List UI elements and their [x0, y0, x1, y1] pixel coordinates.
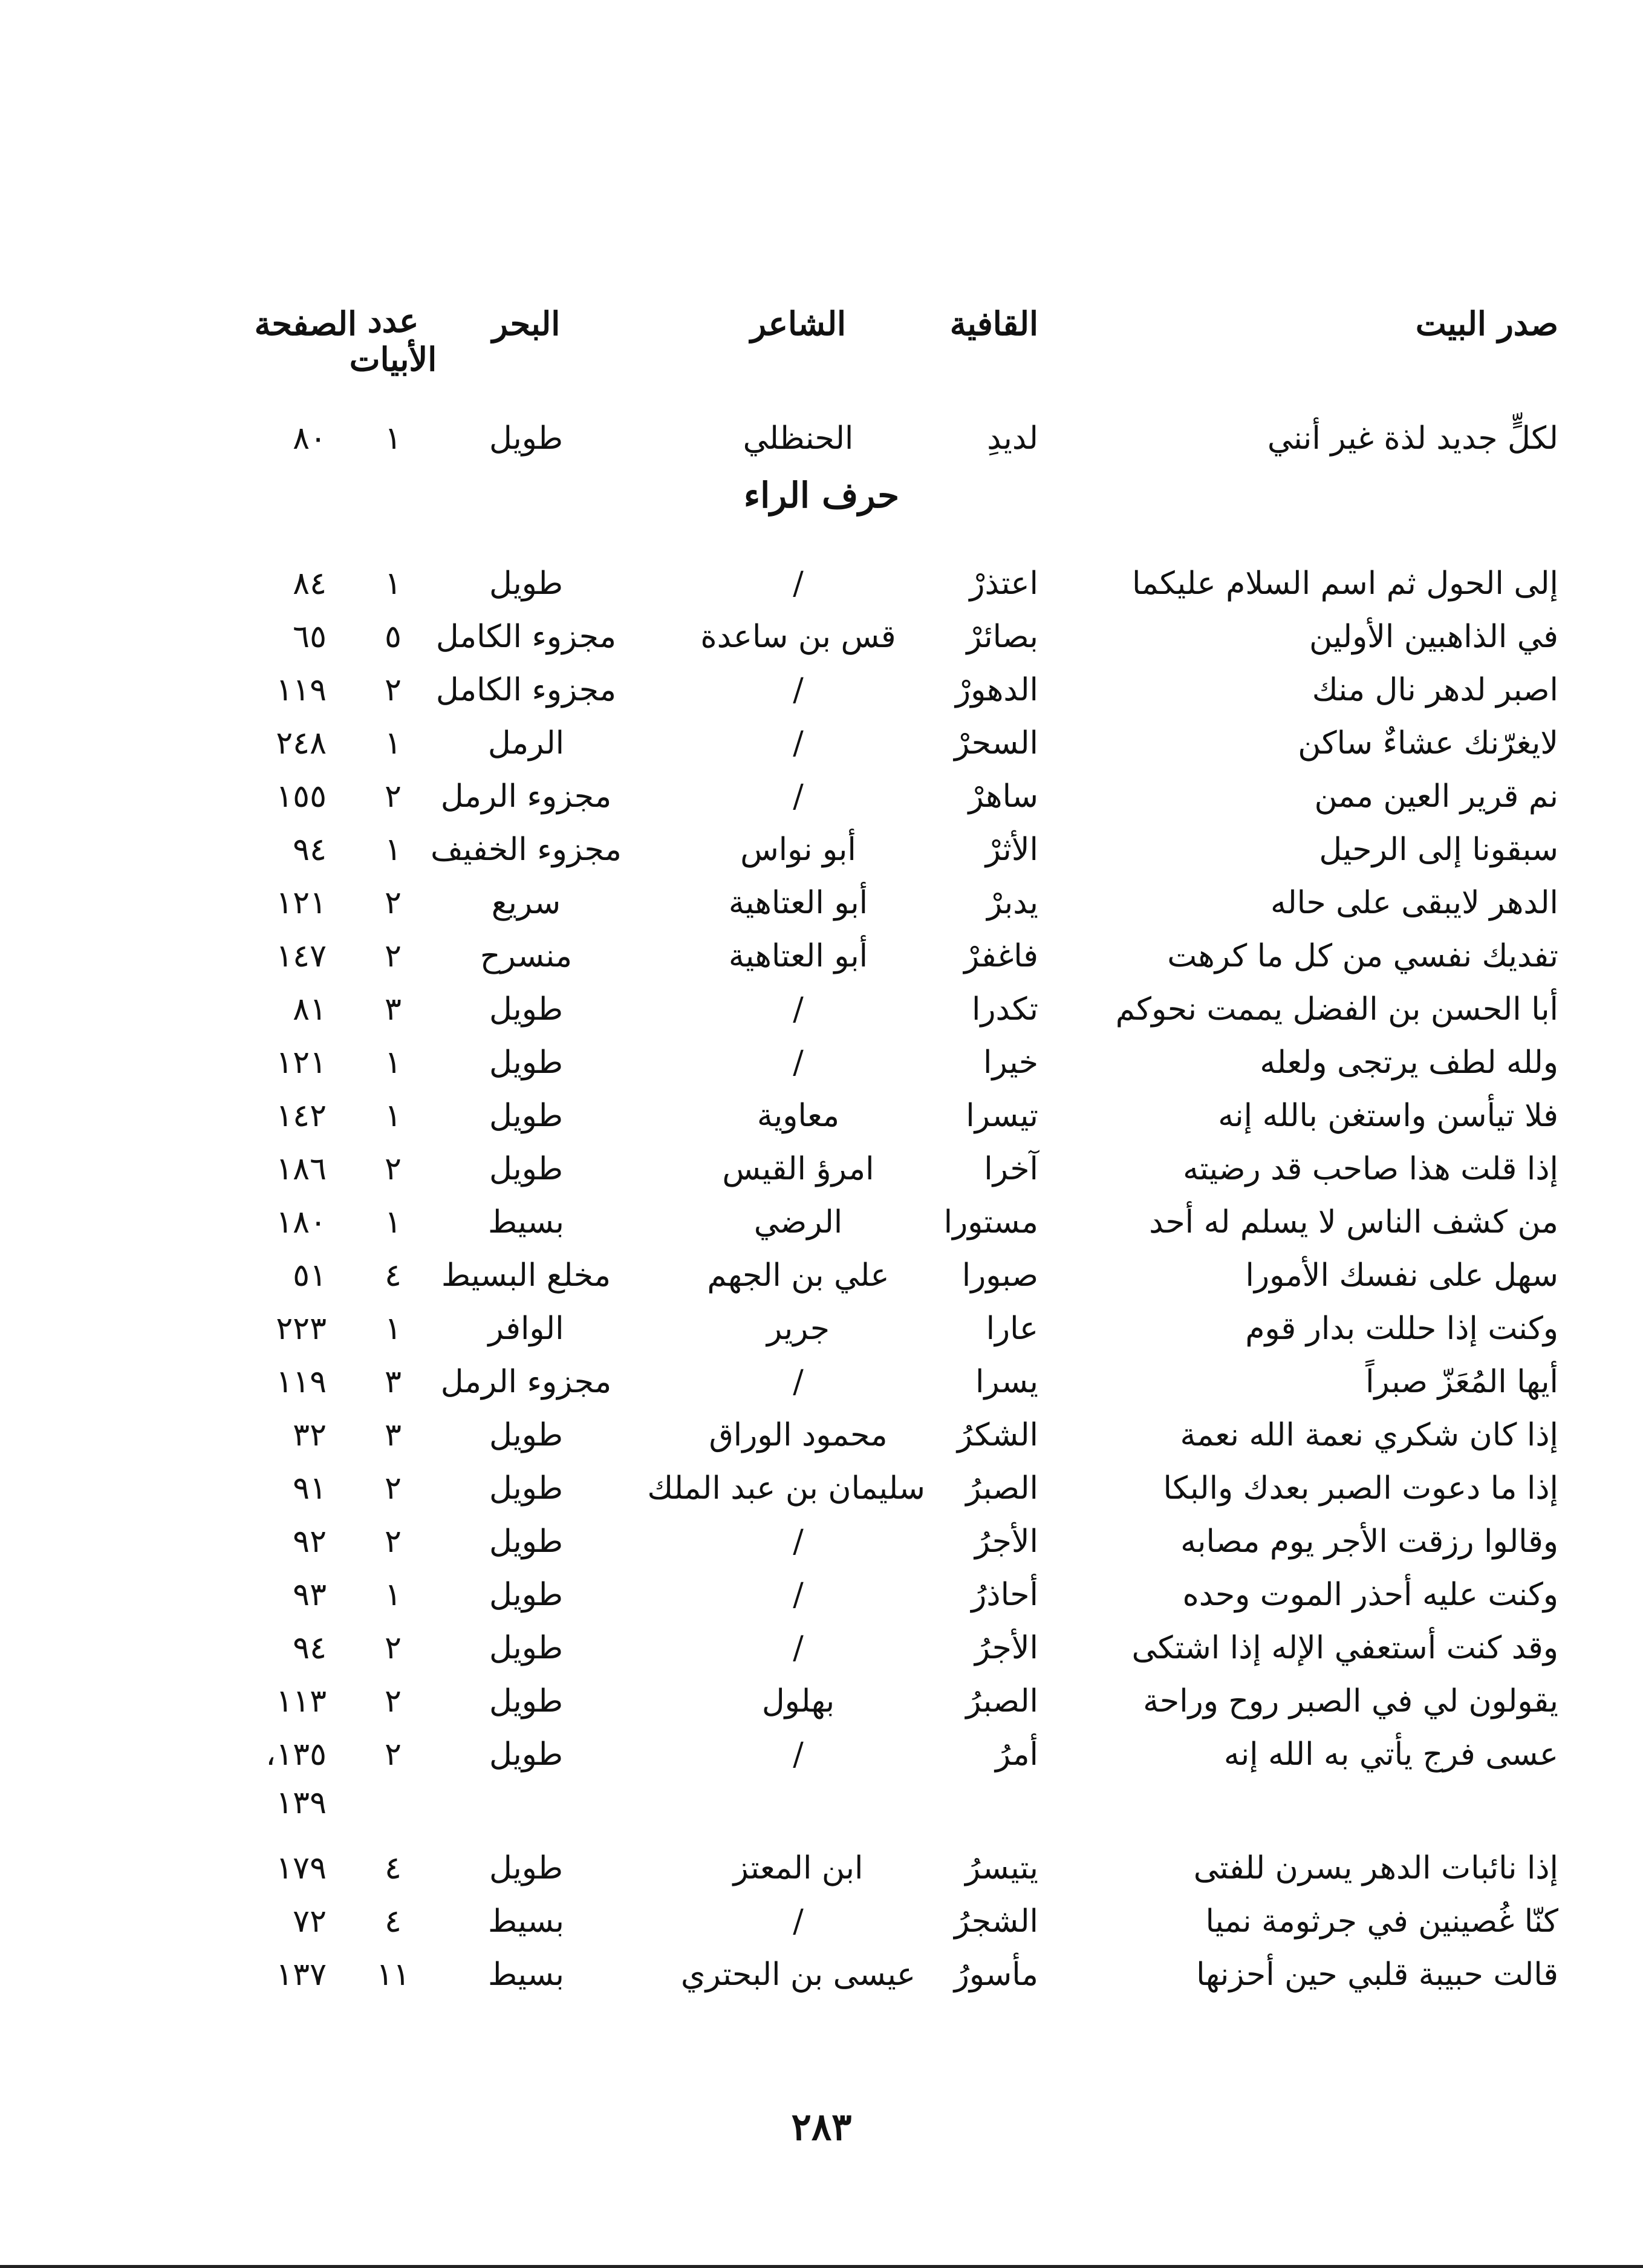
verse-opening: لكلٍّ جديد لذة غير أنني	[1267, 420, 1558, 457]
meter: طويل	[489, 1523, 564, 1560]
page-ref: ١٣٥،	[265, 1736, 327, 1773]
page-ref: ١٤٧	[276, 938, 327, 974]
rhyme: بصائرْ	[966, 619, 1038, 655]
table-row	[0, 1195, 1643, 1250]
verse-count: ١	[385, 1311, 402, 1347]
table-row	[0, 716, 1643, 771]
poet: /	[793, 1364, 804, 1400]
rhyme: أمرُ	[995, 1736, 1038, 1773]
meter: مجزوء الخفيف	[431, 832, 622, 868]
page-ref: ٨٤	[293, 565, 327, 602]
header-meter: البحر	[492, 304, 561, 343]
poet: معاوية	[756, 1098, 840, 1134]
header-page: الصفحة	[254, 304, 357, 343]
table-row	[0, 1355, 1643, 1409]
verse-opening: وكنت عليه أحذر الموت وحده	[1182, 1577, 1558, 1613]
rhyme: فاغفرْ	[964, 938, 1038, 974]
header-poet: الشاعر	[750, 304, 847, 343]
rhyme: مأسورُ	[954, 1957, 1038, 1993]
page-ref: ٢٢٣	[276, 1311, 327, 1347]
verse-count: ٤	[385, 1850, 402, 1886]
table-row	[0, 411, 1643, 466]
verse-count: ١	[385, 565, 402, 602]
page-ref: ٩٤	[293, 832, 327, 868]
header-count: عدد الأبيات	[349, 301, 437, 379]
meter: بسيط	[488, 1903, 564, 1940]
meter: طويل	[489, 1417, 564, 1453]
verse-opening: من كشف الناس لا يسلم له أحد	[1149, 1204, 1558, 1240]
meter: مجزوء الكامل	[435, 672, 617, 708]
table-row	[0, 1674, 1643, 1729]
verse-count: ١	[385, 1577, 402, 1613]
page-ref: ٨٠	[293, 420, 327, 457]
verse-opening: فلا تيأسن واستغن بالله إنه	[1218, 1098, 1558, 1134]
page-ref: ٨١	[293, 991, 327, 1028]
verse-count: ٢	[385, 1523, 402, 1560]
page-ref: ١١٣	[276, 1683, 327, 1719]
table-row	[0, 610, 1643, 664]
poet: أبو نواس	[740, 832, 856, 868]
rhyme: الشجرُ	[954, 1903, 1038, 1940]
page-ref: ٩٣	[293, 1577, 327, 1613]
table-row	[0, 876, 1643, 930]
verse-count: ٣	[385, 1417, 402, 1453]
rhyme: صبورا	[961, 1257, 1038, 1294]
meter: بسيط	[488, 1957, 564, 1993]
verse-opening: يقولون لي في الصبر روح وراحة	[1143, 1683, 1558, 1719]
poet: /	[793, 1630, 804, 1666]
rhyme: يسرا	[975, 1364, 1038, 1400]
poet: /	[793, 1523, 804, 1560]
verse-count: ٢	[385, 778, 402, 815]
verse-opening: كنّا غُصينين في جرثومة نميا	[1205, 1903, 1558, 1940]
verse-opening: في الذاهبين الأولين	[1309, 619, 1558, 655]
verse-opening: لايغرّنك عشاءٌ ساكن	[1298, 725, 1558, 761]
verse-count: ١١	[376, 1957, 410, 1993]
page-ref: ٢٤٨	[276, 725, 327, 761]
verse-opening: إذا ما دعوت الصبر بعدك والبكا	[1163, 1470, 1558, 1507]
poet: أبو العتاهية	[728, 885, 868, 921]
table-row	[0, 1841, 1643, 1895]
verse-opening: اصبر لدهر نال منك	[1312, 672, 1558, 708]
poet: /	[793, 1577, 804, 1613]
rhyme: اعتذرْ	[969, 565, 1038, 602]
verse-count: ٥	[385, 619, 402, 655]
meter: مخلع البسيط	[441, 1257, 611, 1294]
page-ref: ١١٩	[276, 672, 327, 708]
meter: طويل	[489, 1850, 564, 1886]
meter: الرمل	[487, 725, 565, 761]
rhyme: لديدِ	[987, 420, 1038, 457]
rhyme: مستورا	[943, 1204, 1038, 1240]
table-row	[0, 1461, 1643, 1516]
table-row	[0, 769, 1643, 824]
verse-count: ٢	[385, 1683, 402, 1719]
page-ref: ١٣٧	[276, 1957, 327, 1993]
rhyme: خيرا	[983, 1044, 1038, 1081]
poet: /	[793, 991, 804, 1028]
section-title: حرف الراء	[743, 475, 900, 516]
verse-count: ١	[385, 420, 402, 457]
verse-opening: إذا قلت هذا صاحب قد رضيته	[1183, 1151, 1558, 1187]
rhyme: يدبرْ	[987, 885, 1038, 921]
meter: طويل	[489, 991, 564, 1028]
verse-opening: عسى فرج يأتي به الله إنه	[1223, 1736, 1558, 1773]
table-row	[0, 1302, 1643, 1356]
verse-count: ٢	[385, 1151, 402, 1187]
verse-count: ٢	[385, 1470, 402, 1507]
meter: بسيط	[488, 1204, 564, 1240]
verse-opening: إذا كان شكري نعمة الله نعمة	[1180, 1417, 1558, 1453]
meter: سريع	[491, 885, 561, 921]
rhyme: تكدرا	[971, 991, 1038, 1028]
table-row	[0, 1727, 1643, 1821]
verse-count: ١	[385, 1044, 402, 1081]
rhyme: الصبرُ	[966, 1470, 1038, 1507]
verse-opening: قالت حبيبة قلبي حين أحزنها	[1196, 1957, 1558, 1993]
page-ref: ١٨٠	[276, 1204, 327, 1240]
table-row	[0, 982, 1643, 1037]
page-ref: ١٧٩	[276, 1850, 327, 1886]
verse-count: ١	[385, 832, 402, 868]
poet: قس بن ساعدة	[700, 619, 896, 655]
page-ref: ٩١	[293, 1470, 327, 1507]
rhyme: ساهرْ	[968, 778, 1038, 815]
meter: مجزوء الرمل	[440, 778, 612, 815]
header-rhyme: القافية	[949, 304, 1038, 343]
poet: /	[793, 1044, 804, 1081]
page-ref: ٥١	[293, 1257, 327, 1294]
verse-count: ٢	[385, 1630, 402, 1666]
poet: امرؤ القيس	[722, 1151, 874, 1187]
meter: طويل	[489, 420, 564, 457]
verse-opening: وقالوا رزقت الأجر يوم مصابه	[1180, 1523, 1558, 1560]
verse-opening: أيها المُعَزّ صبراً	[1365, 1364, 1558, 1400]
page-ref: ٣٢	[293, 1417, 327, 1453]
poet: /	[793, 672, 804, 708]
table-row	[0, 929, 1643, 983]
verse-opening: تفديك نفسي من كل ما كرهت	[1167, 938, 1558, 974]
verse-count: ١	[385, 1098, 402, 1134]
table-row	[0, 663, 1643, 717]
table-row	[0, 1947, 1643, 2002]
poet: /	[793, 565, 804, 602]
rhyme: السحرْ	[954, 725, 1038, 761]
page-ref: ٩٤	[293, 1630, 327, 1666]
poet: الرضي	[753, 1204, 843, 1240]
rhyme: أحاذرُ	[971, 1577, 1038, 1613]
meter: مجزوء الكامل	[435, 619, 617, 655]
table-row	[0, 1408, 1643, 1462]
poet: /	[793, 1736, 804, 1773]
meter: طويل	[489, 1683, 564, 1719]
table-row	[0, 1248, 1643, 1303]
meter: طويل	[489, 1044, 564, 1081]
verse-count: ٢	[385, 1736, 402, 1773]
table-row	[0, 556, 1643, 611]
table-row	[0, 1142, 1643, 1196]
rhyme: الصبرُ	[966, 1683, 1038, 1719]
verse-opening: إذا نائبات الدهر يسرن للفتى	[1193, 1850, 1558, 1886]
page-ref: ٦٥	[293, 619, 327, 655]
poet: أبو العتاهية	[728, 938, 868, 974]
bottom-rule	[0, 2265, 1643, 2268]
page-ref: ٧٢	[293, 1903, 327, 1940]
meter: طويل	[489, 1630, 564, 1666]
rhyme: تيسرا	[966, 1098, 1038, 1134]
poet: علي بن الجهم	[707, 1257, 890, 1294]
page-ref: ١٢١	[276, 1044, 327, 1081]
verse-count: ٢	[385, 672, 402, 708]
page-ref: ١٤٢	[276, 1098, 327, 1134]
table-header	[0, 296, 1643, 379]
poet: /	[793, 1903, 804, 1940]
poet: جرير	[767, 1311, 830, 1347]
poet: سليمان بن عبد الملك	[647, 1470, 925, 1507]
rhyme: عارا	[986, 1311, 1038, 1347]
page-ref: ١٥٥	[276, 778, 327, 815]
page-number: ٢٨٣	[791, 2105, 852, 2149]
meter: طويل	[489, 1577, 564, 1613]
meter: طويل	[489, 565, 564, 602]
meter: طويل	[489, 1098, 564, 1134]
poet: الحنظلي	[743, 420, 854, 457]
page-ref: ١٢١	[276, 885, 327, 921]
verse-opening: نم قرير العين ممن	[1314, 778, 1558, 815]
poet: محمود الوراق	[709, 1417, 888, 1453]
page-ref: ١١٩	[276, 1364, 327, 1400]
meter: منسرح	[480, 938, 573, 974]
table-row	[0, 1621, 1643, 1675]
table-row	[0, 1035, 1643, 1090]
verse-count: ٢	[385, 938, 402, 974]
verse-count: ٤	[385, 1903, 402, 1940]
verse-count: ١	[385, 1204, 402, 1240]
rhyme: الشكرُ	[957, 1417, 1038, 1453]
verse-opening: وكنت إذا حللت بدار قوم	[1245, 1311, 1558, 1347]
poet: /	[793, 725, 804, 761]
verse-count: ٣	[385, 1364, 402, 1400]
poet: /	[793, 778, 804, 815]
rhyme: يتيسرُ	[965, 1850, 1038, 1886]
verse-opening: سهل على نفسك الأمورا	[1245, 1257, 1558, 1294]
rhyme: آخرا	[984, 1151, 1038, 1187]
meter: الوافر	[488, 1311, 564, 1347]
verse-opening: إلى الحول ثم اسم السلام عليكما	[1132, 565, 1558, 602]
verse-count: ١	[385, 725, 402, 761]
rhyme: الأثرْ	[985, 832, 1038, 868]
verse-count: ٣	[385, 991, 402, 1028]
verse-opening: وقد كنت أستعفي الإله إذا اشتكى	[1131, 1630, 1558, 1666]
page-ref: ١٨٦	[276, 1151, 327, 1187]
verse-opening: أبا الحسن بن الفضل يممت نحوكم	[1115, 991, 1558, 1028]
poet: عيسى بن البحتري	[680, 1957, 916, 1993]
verse-opening: سبقونا إلى الرحيل	[1319, 832, 1558, 868]
meter: طويل	[489, 1736, 564, 1773]
header-verse: صدر البيت	[1415, 304, 1558, 343]
meter: طويل	[489, 1470, 564, 1507]
table-row	[0, 1089, 1643, 1143]
verse-count: ٢	[385, 885, 402, 921]
verse-opening: الدهر لايبقى على حاله	[1270, 885, 1558, 921]
table-row	[0, 823, 1643, 877]
verse-count: ٤	[385, 1257, 402, 1294]
page-ref: ٩٢	[293, 1523, 327, 1560]
table-row	[0, 1568, 1643, 1622]
poet: ابن المعتز	[733, 1850, 864, 1886]
table-row	[0, 1514, 1643, 1569]
page-ref-continued: ١٣٩	[276, 1785, 327, 1821]
verse-opening: ولله لطف يرتجى ولعله	[1260, 1044, 1558, 1081]
rhyme: الأجرُ	[975, 1630, 1038, 1666]
meter: مجزوء الرمل	[440, 1364, 612, 1400]
rhyme: الدهورْ	[955, 672, 1038, 708]
rhyme: الأجرُ	[975, 1523, 1038, 1560]
meter: طويل	[489, 1151, 564, 1187]
poet: بهلول	[761, 1683, 835, 1719]
table-row	[0, 1894, 1643, 1949]
